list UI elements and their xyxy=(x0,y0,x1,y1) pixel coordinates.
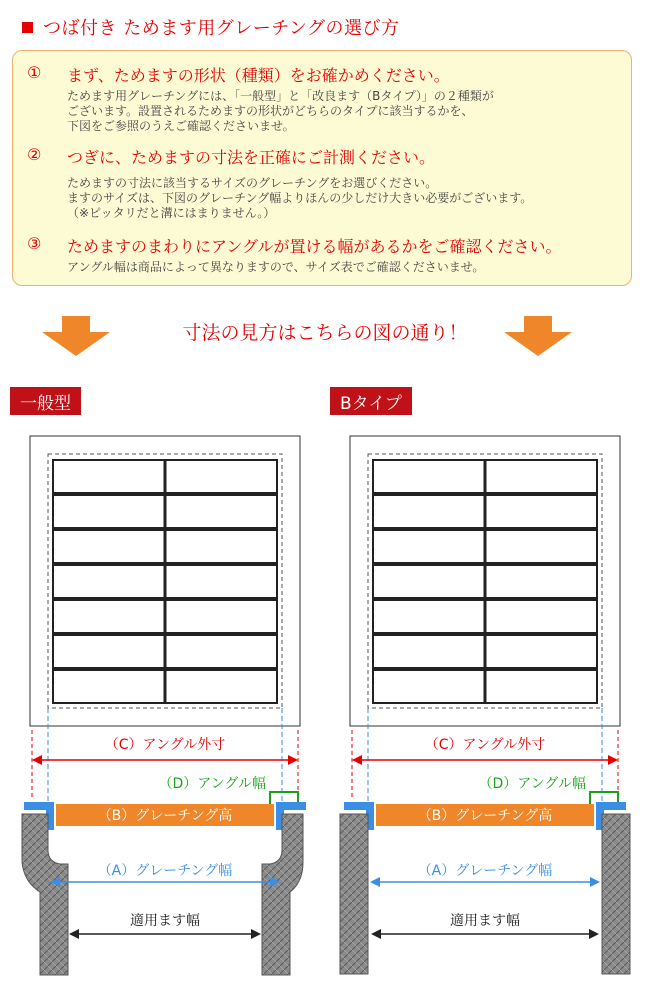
step-heading: つぎに、ためますの寸法を正確にご計測ください。 xyxy=(67,148,436,167)
guide-row xyxy=(0,310,650,360)
step-number: ② xyxy=(27,145,42,164)
step-number: ③ xyxy=(27,234,42,253)
applicable-width-label: 適用ます幅 xyxy=(130,913,200,929)
step-heading: ためますのまわりにアングルが置ける幅があるかをご確認ください。 xyxy=(67,237,562,256)
c-label: （C）アングル外寸 xyxy=(424,737,546,753)
wall-right xyxy=(602,814,630,974)
c-label: （C）アングル外寸 xyxy=(104,737,226,753)
instruction-box xyxy=(12,50,632,286)
a-label: （A）グレーチング幅 xyxy=(97,863,233,879)
wall-left xyxy=(22,814,68,975)
step-1 xyxy=(27,63,494,134)
guide-text: 寸法の見方はこちらの図の通り！ xyxy=(182,322,468,344)
step-3 xyxy=(27,234,562,275)
title-bullet xyxy=(22,22,33,33)
step-body: ためます用グレーチングには、「一般型」と「改良ます（Bタイプ）」の２種類が ございます。設置されるためますの形状がどちらのタイプに該当するかを、 下図をご参照のうえご確認くださいませ。 xyxy=(67,89,494,133)
page-title xyxy=(22,12,399,42)
d-label: （D）アングル幅 xyxy=(158,776,266,792)
d-label: （D）アングル幅 xyxy=(478,776,586,792)
applicable-width-label: 適用ます幅 xyxy=(450,913,520,929)
type-tag-b: Bタイプ xyxy=(330,387,412,415)
step-heading: まず、ためますの形状（種類）をお確かめください。 xyxy=(67,66,450,85)
step-body: アングル幅は商品によって異なりますので、サイズ表でご確認くださいませ。 xyxy=(67,260,485,274)
b-label: （B）グレーチング高 xyxy=(417,808,553,824)
page-title-text: つば付き ためます用グレーチングの選び方 xyxy=(43,18,400,39)
wall-left xyxy=(340,814,368,974)
type-tag-general: 一般型 xyxy=(10,387,81,415)
b-label: （B）グレーチング高 xyxy=(97,808,233,824)
step-number: ① xyxy=(27,63,42,82)
step-body: ためますの寸法に該当するサイズのグレーチングをお選びください。 ますのサイズは、下図のグレーチング幅よりほんの少しだけ大きい必要がございます。 （※ピッタリだと溝にはまりません。） xyxy=(67,176,533,220)
step-2 xyxy=(27,145,532,221)
wall-right xyxy=(262,814,303,975)
diagram-general xyxy=(0,430,325,990)
a-label: （A）グレーチング幅 xyxy=(417,863,553,879)
diagram-b-type xyxy=(320,430,645,990)
